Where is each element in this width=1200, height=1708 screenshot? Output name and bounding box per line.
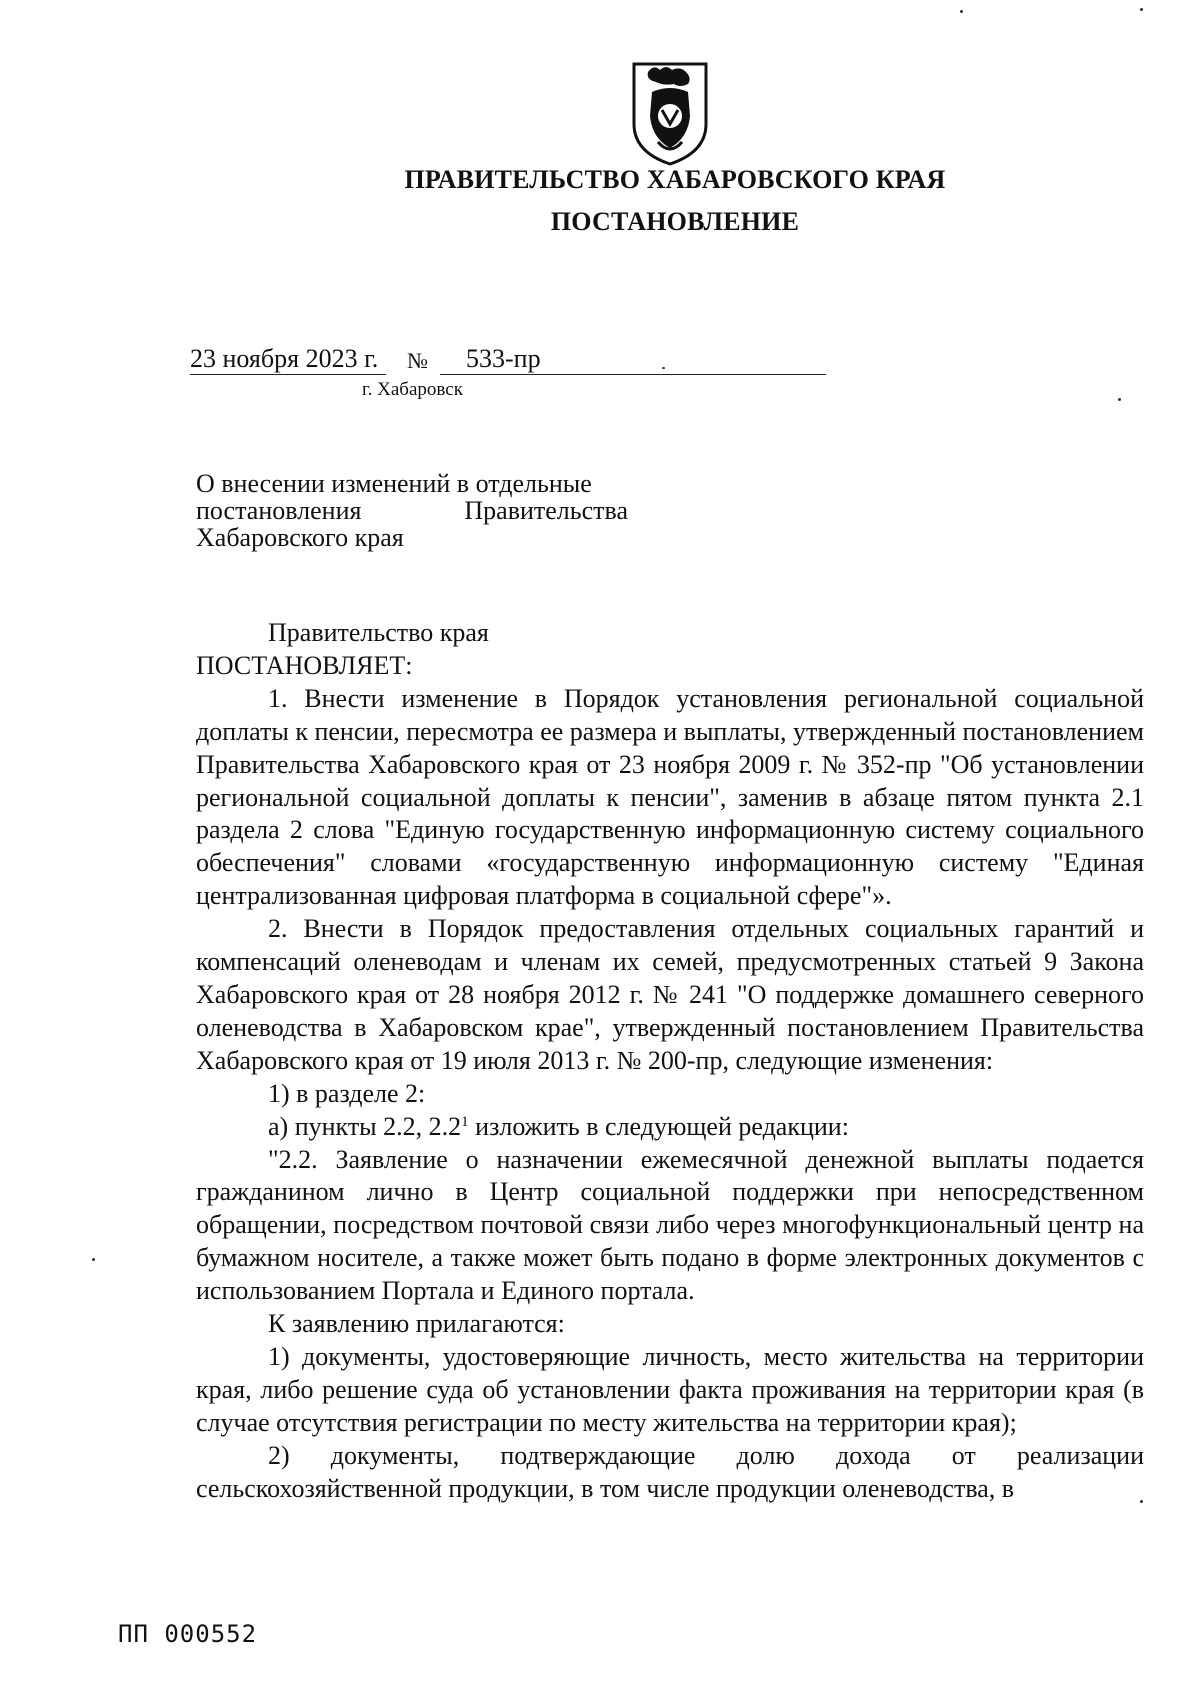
paragraph: 2. Внести в Порядок предоставления отдельных социальных гарантий и компенсаций оленеводам и членам их семей, предусмотренных статьей 9 Закона Хабаровского края от 28 ноября 2012 г. № 241 "О поддержке домашнего северного оленеводства в Хабаровском крае", утвержденный постановлением Правительства Хабаровского края от 19 июля 2013 г. № 200-пр, следующие изменения: [196,914,1144,1075]
paragraph: 1. Внести изменение в Порядок установления региональной социальной доплаты к пенсии, пересмотра ее размера и выплаты, утвержденный постановлением Правительства Хабаровского края от 23 ноября 2009 г. № 352-пр "Об установлении региональной социальной доплаты к пенсии", заменив в абзаце пятом пункта 2.1 раздела 2 слова "Единую государственную информационную систему социального обеспечения" словами «государственную информационную систему "Единая централизованная цифровая платформа в социальной сфере"». [196,683,1144,911]
document-date: 23 ноября 2023 г. [190,344,386,375]
scan-speck [1118,398,1121,401]
superscript: 1 [461,1113,469,1130]
scan-speck [1140,8,1143,11]
paragraph: 1) в разделе 2: [268,1078,426,1108]
paragraph-text: а) пункты 2.2, 2.2 [268,1111,462,1141]
scan-speck [1140,1500,1143,1503]
decree-word: ПОСТАНОВЛЯЕТ: [196,650,413,680]
scan-speck [92,1258,95,1261]
subject-line: О внесении изменений в отдельные [196,469,592,498]
paragraph: 1) документы, удостоверяющие личность, место жительства на территории края, либо решение суда об установлении факта проживания на территории края (в случае отсутствия регистрации по месту жительства на территории края); [196,1341,1144,1437]
paragraph: 2) документы, подтверждающие долю дохода от реализации сельскохозяйственной продукции, в том числе продукции оленеводства, в [196,1440,1144,1503]
intro-text: Правительство края [268,618,489,647]
government-title: ПРАВИТЕЛЬСТВО ХАБАРОВСКОГО КРАЯ [404,165,946,194]
subject-line: постановления Правительства [196,496,628,525]
document-code: ПП 000552 [118,1620,258,1648]
subject-line: Хабаровского края [196,523,404,552]
paragraph: К заявлению прилагаются: [268,1309,565,1339]
document-subject [196,470,628,551]
document-number: 533-пр [440,344,826,375]
paragraph: "2.2. Заявление о назначении ежемесячной денежной выплаты подается гражданином лично в Центр социальной поддержки при непосредственном обращении, посредством почтовой связи либо через многофункциональный центр на бумажном носителе, а также может быть подано в форме электронных документов с использованием Портала и Единого портала. [196,1144,1144,1306]
paragraph-text: изложить в следующей редакции: [468,1111,849,1141]
document-city: г. Хабаровск [362,379,463,400]
document-body [196,617,1144,1505]
number-sign: № [407,348,428,373]
coat-of-arms-icon [628,58,712,168]
scan-speck [662,367,665,369]
paragraph [196,1111,1144,1144]
scan-speck [960,10,963,13]
document-type-title: ПОСТАНОВЛЕНИЕ [550,207,800,236]
